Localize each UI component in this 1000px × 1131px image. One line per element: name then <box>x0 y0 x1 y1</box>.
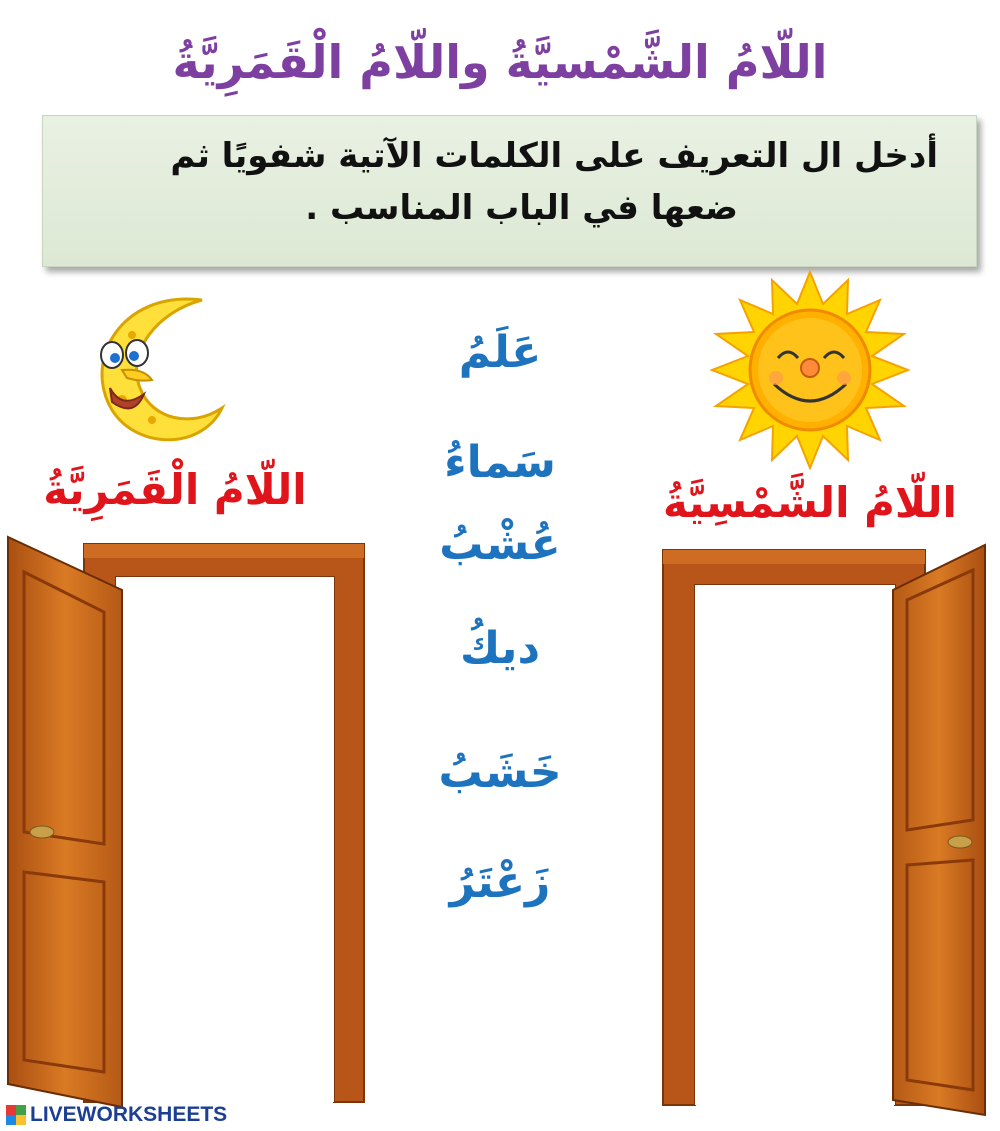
word-item[interactable]: سَماءُ <box>444 437 556 488</box>
instruction-line-2: ضعها في الباب المناسب . <box>305 188 738 228</box>
word-item[interactable]: ديكُ <box>459 623 541 674</box>
liveworksheets-logo <box>6 1103 227 1127</box>
moon-door-label: اللّامُ الْقَمَرِيَّةُ <box>43 465 307 514</box>
sun-icon <box>700 270 920 470</box>
moon-icon <box>82 290 232 450</box>
liveworksheets-logo-icon <box>6 1105 26 1125</box>
sun-door-label: اللّامُ الشَّمْسِيَّةُ <box>663 478 957 527</box>
door-left-icon <box>4 532 374 1112</box>
instruction-line-1: أدخل ال التعريف على الكلمات الآتية شفويًا ثم <box>170 136 938 176</box>
logo-text: LIVEWORKSHEETS <box>30 1103 228 1126</box>
word-item[interactable]: عُشْبُ <box>439 519 561 570</box>
word-item[interactable]: عَلَمُ <box>458 327 542 378</box>
instruction-box <box>42 115 977 267</box>
page-title: اللّامُ الشَّمْسيَّةُ واللّامُ الْقَمَرِيَّةُ <box>172 35 828 89</box>
door-right-icon <box>655 540 995 1120</box>
word-item[interactable]: زَعْتَرُ <box>449 857 551 908</box>
word-item[interactable]: خَشَبُ <box>438 747 562 798</box>
